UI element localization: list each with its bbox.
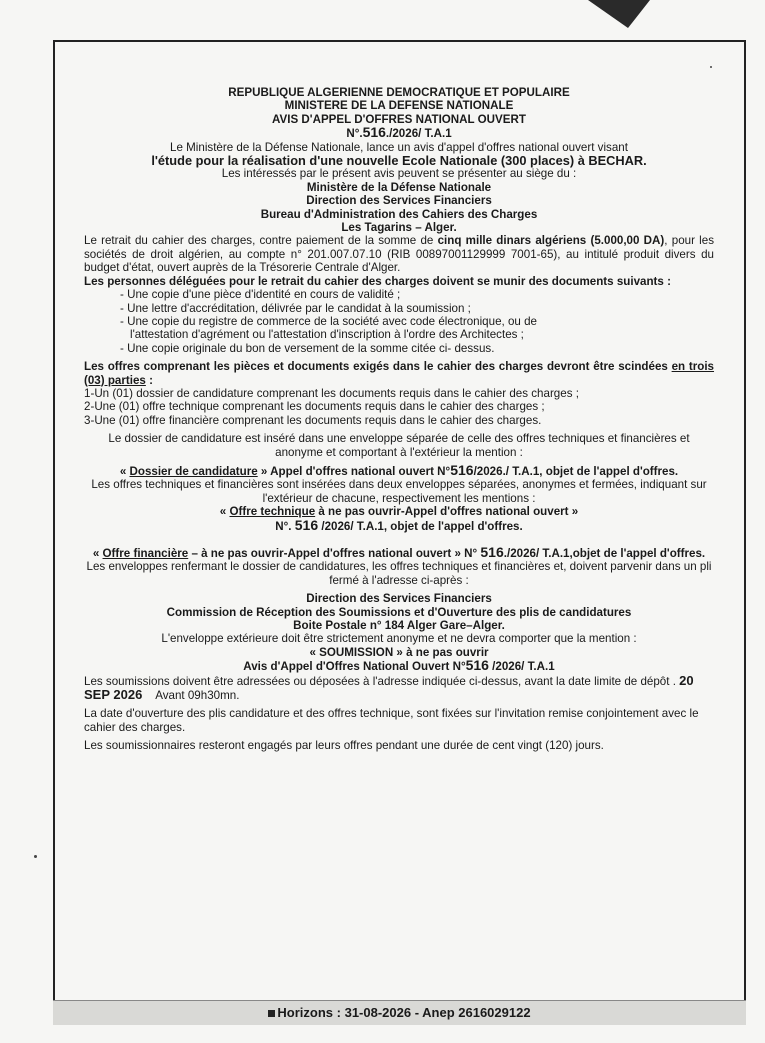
- fin-label: Offre financière: [102, 547, 189, 560]
- speck-mark: [34, 855, 37, 858]
- offer-item-dossier: 1-Un (01) dossier de candidature comprenant les documents requis dans le cahier des charges ;: [84, 386, 579, 400]
- tech-mention: « Offre technique à ne pas ouvrir-Appel d'offres national ouvert »: [219, 505, 579, 519]
- offers-parts: en trois (03) parties: [84, 360, 715, 387]
- list-item: l'attestation d'agrément ou l'attestation d'inscription à l'ordre des Architectes ;: [130, 328, 524, 342]
- opening-paragraph: La date d'ouverture des plis candidature et des offres technique, sont fixées sur l'invitation remise conjointement avec le cahier des charges.: [84, 707, 699, 734]
- offer-item-financiere: 3-Une (01) offre financière comprenant les documents requis dans le cahier des charges.: [84, 413, 542, 427]
- deadline-time: Avant 09h30mn.: [155, 689, 240, 703]
- header-line-avis: AVIS D'APPEL D'OFFRES NATIONAL OUVERT: [272, 112, 526, 126]
- address1-direction: Direction des Services Financiers: [306, 194, 492, 208]
- dossier-text: Le dossier de candidature est inséré dans une enveloppe séparée de celle des offres techniques et financières et anonyme et comportant à l'extérieur la mention :: [108, 432, 690, 459]
- tech-fin-text: Les offres techniques et financières sont insérées dans deux enveloppes séparées, anonymes et fermées, indiquant sur l'extérieur de chacune, respectivement les mentions :: [91, 478, 707, 505]
- intro-text: Le Ministère de la Défense Nationale, lance un avis d'appel d'offres national ouvert visant: [170, 140, 628, 154]
- address2-postbox: Boite Postale n° 184 Alger Gare–Alger.: [293, 619, 505, 633]
- intro-object: l'étude pour la réalisation d'une nouvelle Ecole Nationale (300 places) à BECHAR.: [151, 153, 647, 169]
- reference-number: 516: [362, 124, 386, 141]
- footer-text: Horizons : 31-08-2026 - Anep 2616029122: [277, 1005, 531, 1020]
- address1-location: Les Tagarins – Alger.: [341, 221, 457, 235]
- address1-ministry: Ministère de la Défense Nationale: [306, 180, 492, 194]
- list-item: - Une copie originale du bon de versement de la somme citée ci- dessus.: [120, 341, 495, 355]
- dossier-label: Dossier de candidature: [129, 464, 258, 478]
- outer-mention: « SOUMISSION » à ne pas ouvrir: [309, 645, 489, 659]
- outer-envelope-text: L'enveloppe extérieure doit être strictement anonyme et ne devra comporter que la mention :: [161, 632, 637, 646]
- delegates-title: Les personnes déléguées pour le retrait du cahier des charges doivent se munir des documents suivants :: [84, 274, 671, 288]
- intro-present: Les intéressés par le présent avis peuvent se présenter au siège du :: [221, 167, 577, 181]
- offers-title: Les offres comprenant les pièces et documents exigés dans le cahier des charges devront être scindées en trois (03) parties :: [84, 360, 715, 387]
- address1-bureau: Bureau d'Administration des Cahiers des Charges: [260, 207, 538, 221]
- deadline-date: 20 SEP 2026: [84, 672, 694, 703]
- envelopes-text: Les enveloppes renfermant le dossier de candidatures, les offres techniques et financières et, doivent parvenir dans un pli fermé à l'adresse ci-après :: [86, 560, 712, 587]
- retrait-amount: cinq mille dinars algériens (5.000,00 DA): [437, 234, 665, 248]
- list-item: - Une copie du registre de commerce de la société avec code électronique, ou de: [120, 314, 537, 328]
- deadline-paragraph: Les soumissions doivent être adressées ou déposées à l'adresse indiquée ci-dessus, avant la date limite de dépôt . 20 SEP 2026 Avant 09h30mn.: [84, 672, 694, 703]
- offer-item-technique: 2-Une (01) offre technique comprenant les documents requis dans le cahier des charges ;: [84, 400, 545, 414]
- list-item: - Une copie d'une pièce d'identité en cours de validité ;: [120, 288, 401, 302]
- tech-label: Offre technique: [229, 505, 316, 519]
- tech-reference: N°. 516 /2026/ T.A.1, objet de l'appel d'offres.: [275, 516, 523, 533]
- address2-direction: Direction des Services Financiers: [306, 592, 492, 606]
- corner-dark-shape: [588, 0, 650, 30]
- square-icon: [268, 1010, 275, 1017]
- dossier-mention: « Dossier de candidature » Appel d'offres national ouvert N°516/2026./ T.A.1, objet de l'appel d'offres.: [119, 461, 679, 478]
- speck-mark: [710, 66, 712, 68]
- retrait-paragraph: Le retrait du cahier des charges, contre paiement de la somme de cinq mille dinars algériens (5.000,00 DA), pour les sociétés de droit algérien, au compte n° 201.007.07.10 (RIB 00897001129999 7001-65), au intitulé produit divers du budget d'état, ouvert auprès de la Trésorerie Centrale d'Alger.: [84, 234, 714, 275]
- header-reference: N°.516./2026/ T.A.1: [346, 124, 452, 141]
- header-line-ministry: MINISTERE DE LA DEFENSE NATIONALE: [284, 99, 514, 113]
- outer-reference: Avis d'Appel d'Offres National Ouvert N°516 /2026/ T.A.1: [243, 657, 555, 674]
- footer-banner: [53, 1000, 746, 1025]
- list-item: - Une lettre d'accréditation, délivrée par le candidat à la soumission ;: [120, 301, 471, 315]
- address2-commission: Commission de Réception des Soumissions et d'Ouverture des plis de candidatures: [166, 605, 632, 619]
- fin-mention: « Offre financière – à ne pas ouvrir-Appel d'offres national ouvert » N° 516./2026/ T.A.1,objet de l'appel d'offres.: [92, 544, 706, 560]
- delegates-list: [84, 288, 714, 355]
- engagement-paragraph: Les soumissionnaires resteront engagés par leurs offres pendant une durée de cent vingt (120) jours.: [84, 739, 604, 753]
- header-line-republic: REPUBLIQUE ALGERIENNE DEMOCRATIQUE ET POPULAIRE: [228, 86, 570, 99]
- notice-body: [84, 86, 714, 753]
